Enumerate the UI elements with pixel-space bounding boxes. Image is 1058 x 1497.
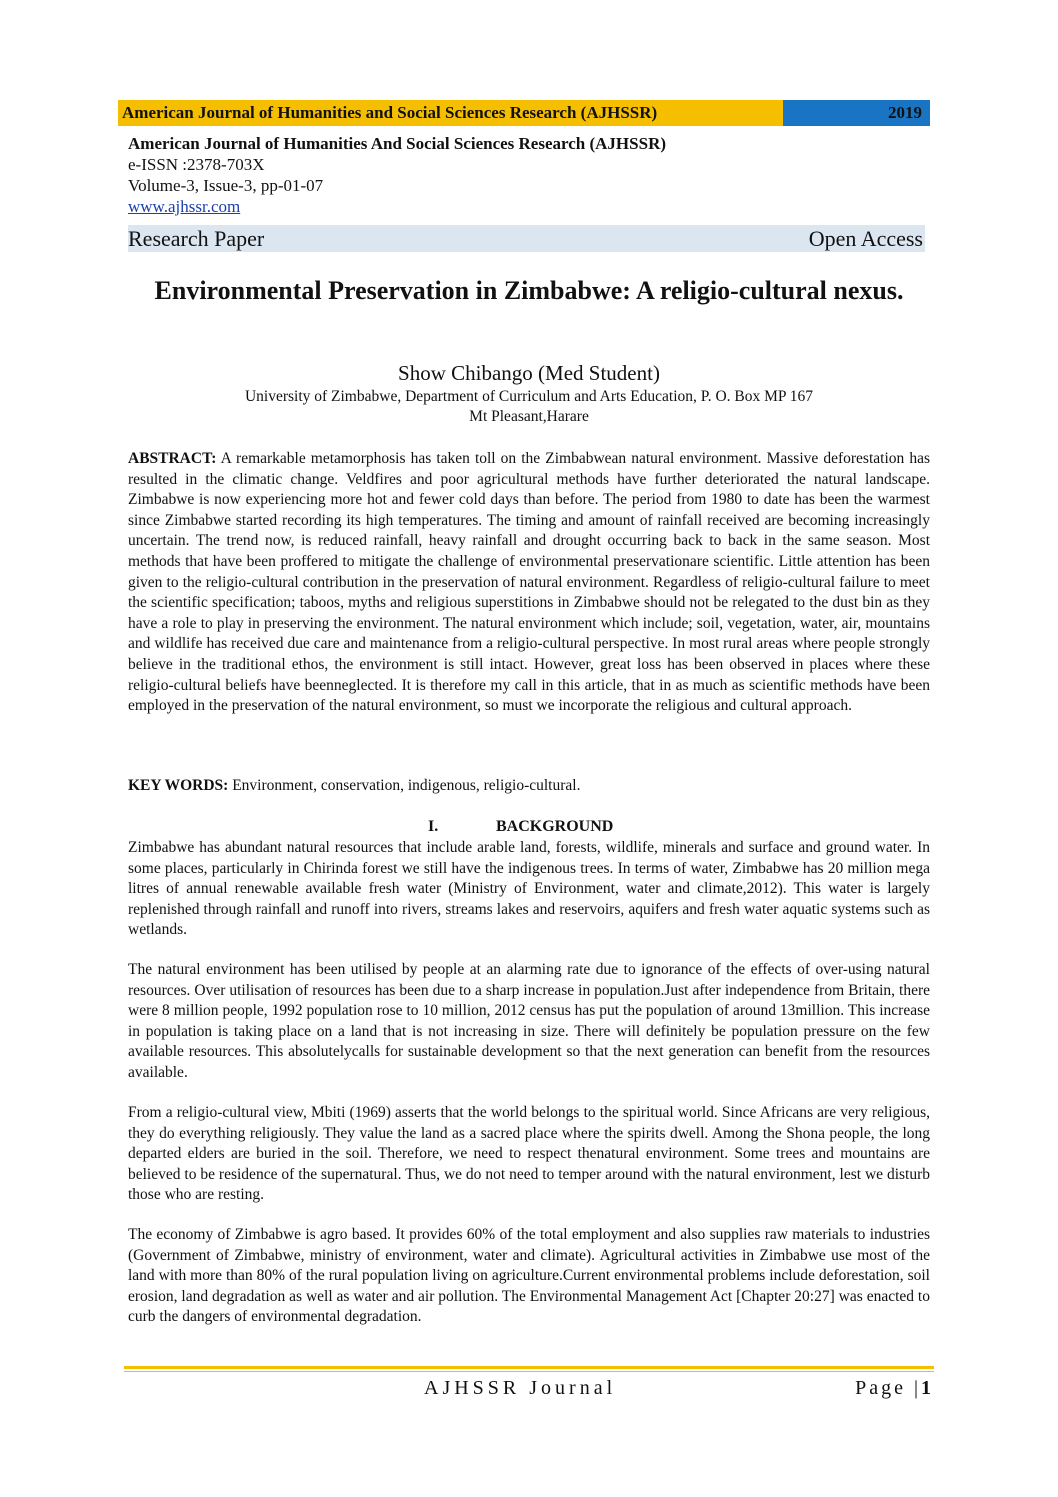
article-title: Environmental Preservation in Zimbabwe: A religio-cultural nexus.: [154, 276, 904, 305]
abstract: [128, 449, 930, 717]
paragraph-text: The natural environment has been utilised by people at an alarming rate due to ignorance of the effects of over-using natural resources. Over utilisation of resources has been due to a sharp increase in population.Just after independence from Britain, there were 8 million people, 1992 population rose to 10 million, 2012 census has put the population of around 13million. This increase in population is taking place on a land that is not increasing in size. There will definitely be population pressure on the few available resources. This absolutelycalls for sustainable development so that the next generation can benefit from the resources available.: [128, 961, 930, 1081]
footer-page-number: 1: [921, 1377, 934, 1399]
abstract-label: ABSTRACT:: [128, 450, 217, 467]
affiliation-line-2: Mt Pleasant,Harare: [469, 408, 589, 425]
paragraph-text: The economy of Zimbabwe is agro based. It provides 60% of the total employment and also supplies raw materials to industries (Government of Zimbabwe, ministry of environment, water and climate). Agricultural activities in Zimbabwe use most of the land with more than 80% of the rural population living on agriculture.Current environmental problems include deforestation, soil erosion, land degradation as well as water and air pollution. The Environmental Management Act [Chapter 20:27] was enacted to curb the dangers of environmental degradation.: [128, 1226, 930, 1326]
footer-page: [855, 1376, 934, 1400]
paper-type-label: Research Paper: [128, 226, 265, 251]
paper-type-banner: [128, 225, 925, 252]
header-journal-name: American Journal of Humanities and Social Sciences Research (AJHSSR): [118, 100, 783, 126]
meta-journal-title: American Journal of Humanities And Social Sciences Research (AJHSSR): [128, 134, 667, 153]
keywords: [128, 776, 930, 797]
header-year: 2019: [783, 100, 930, 126]
section-title: BACKGROUND: [496, 818, 614, 835]
paragraph: [128, 1225, 930, 1328]
journal-meta: [128, 133, 928, 217]
keywords-text: Environment, conservation, indigenous, religio-cultural.: [228, 777, 581, 794]
journal-header-bar: [118, 100, 930, 126]
paragraph-text: Zimbabwe has abundant natural resources that include arable land, forests, wildlife, minerals and surface and ground water. In some places, particularly in Chirinda forest we still have the indigenous trees. In terms of water, Zimbabwe has 20 million mega litres of annual renewable available fresh water (Ministry of Environment, water and climate,2012). This water is largely replenished through rainfall and runoff into rivers, streams lakes and reservoirs, aquifers and fresh water aquatic systems such as wetlands.: [128, 839, 930, 939]
access-label: Open Access: [808, 226, 923, 251]
article-author: Show Chibango (Med Student): [398, 361, 660, 385]
paragraph: [128, 838, 930, 941]
article-affiliation: [128, 387, 930, 427]
paragraph: [128, 1103, 930, 1206]
meta-website-link[interactable]: www.ajhssr.com: [128, 197, 241, 216]
paragraph-text: From a religio-cultural view, Mbiti (1969) asserts that the world belongs to the spiritual world. Since Africans are very religious, they do everything religiously. They value the land as a sacred place where the spirits dwell. Among the Shona people, the long departed elders are buried in the soil. Therefore, we need to respect thenatural environment. Some trees and mountains are believed to be residence of the supernatural. Thus, we do not need to temper around with the natural environment, lest we disturb those who are resting.: [128, 1104, 930, 1204]
footer-rule: [124, 1366, 934, 1369]
footer-journal: AJHSSR Journal: [424, 1377, 617, 1399]
keywords-label: KEY WORDS:: [128, 777, 229, 794]
footer-page-label: Page |: [855, 1377, 921, 1399]
affiliation-line-1: University of Zimbabwe, Department of Curriculum and Arts Education, P. O. Box MP 167: [244, 388, 814, 405]
abstract-text: A remarkable metamorphosis has taken toll on the Zimbabwean natural environment. Massive deforestation has resulted in the climatic change. Veldfires and poor agricultural methods have further deteriorated the natural landscape. Zimbabwe is now experiencing more hot and fewer cold days than before. The period from 1980 to date has been the warmest since Zimbabwe started recording its high temperatures. The timing and amount of rainfall received are becoming increasingly uncertain. The trend now, is reduced rainfall, heavy rainfall and drought occurring back to back in the same season. Most methods that have been proffered to mitigate the challenge of environmental preservationare scientific. Little attention has been given to the religio-cultural contribution in the preservation of natural environment. Regardless of religio-cultural failure to meet the scientific specification; taboos, myths and religious superstitions in Zimbabwe should not be relegated to the dust bin as they have a role to play in preserving the environment. The natural environment which include; soil, vegetation, water, air, mountains and wildlife has received due care and maintenance from a religio-cultural perspective. In most rural areas where people strongly believe in the traditional ethos, the environment is still intact. However, great loss has been observed in places where these religio-cultural beliefs have beenneglected. It is therefore my call in this article, that in as much as scientific methods have been employed in the preservation of the natural environment, so must we incorporate the religious and cultural approach.: [128, 450, 930, 715]
section-number: I.: [428, 818, 439, 835]
meta-issn: e-ISSN :2378-703X: [128, 155, 265, 174]
paragraph: [128, 960, 930, 1084]
footer-rule-thin: [124, 1371, 934, 1372]
meta-volume: Volume-3, Issue-3, pp-01-07: [128, 176, 324, 195]
